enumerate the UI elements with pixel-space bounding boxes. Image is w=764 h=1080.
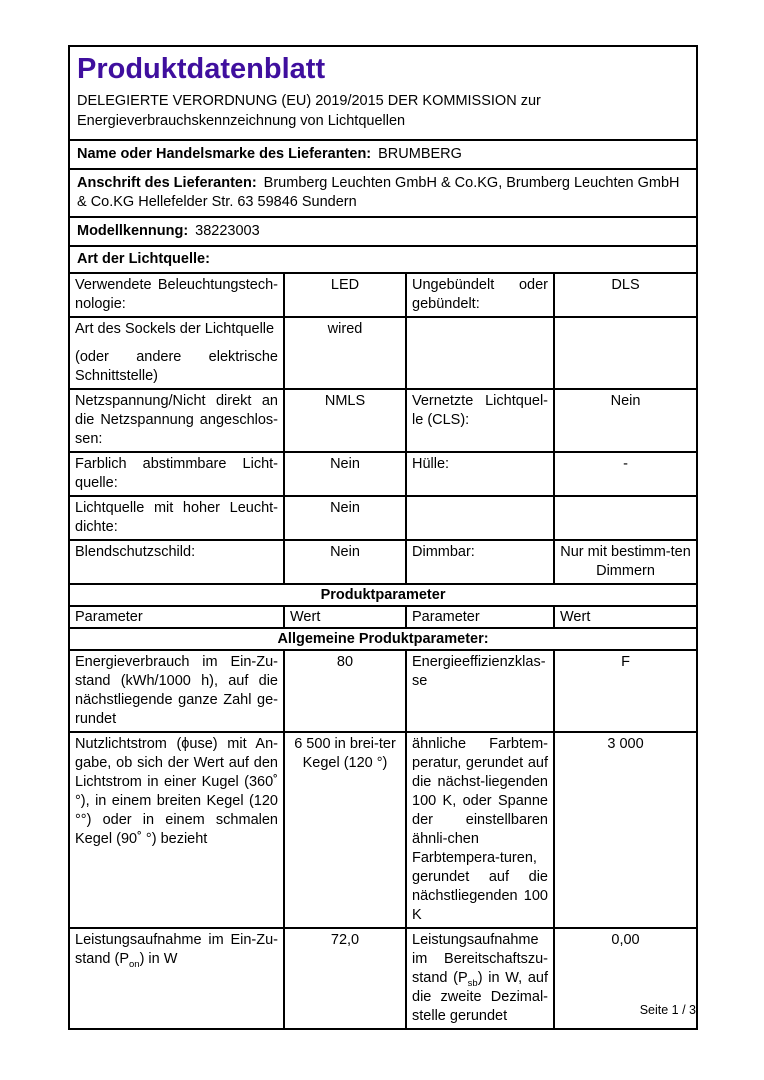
general-parameters-banner-row (69, 628, 697, 650)
param-label-cell: Verwendete Beleuchtungstech-nologie: (69, 273, 284, 317)
param-label-cell: Energieeffizienzklas-se (406, 650, 554, 732)
param-value-cell: Nein (284, 452, 406, 496)
param-label-cell (406, 496, 554, 540)
model-id-label: Modellkennung: (77, 223, 189, 239)
param-label-cell: Hülle: (406, 452, 554, 496)
param-label-cell: Energieverbrauch im Ein-Zu-stand (kWh/1000 h), auf die nächstliegende ganze Zahl ge-rundet (69, 650, 284, 732)
power-standby-label-post: ) in W, auf die zweite Dezimal-stelle gerundet (412, 970, 548, 1024)
param-label-cell: Blendschutzschild: (69, 540, 284, 584)
param-label-cell: Ungebündelt oder gebündelt: (406, 273, 554, 317)
column-header: Parameter (406, 606, 554, 628)
model-id-row (69, 217, 697, 246)
power-standby-label-pre: Leistungsaufnahme im Bereitschaftszu-stand (P (412, 932, 548, 986)
table-row (69, 540, 697, 584)
regulation-subtitle: DELEGIERTE VERORDNUNG (EU) 2019/2015 DER KOMMISSION zur Energieverbrauchskennzeichnung von Lichtquellen (77, 93, 541, 129)
supplier-address-row (69, 169, 697, 217)
param-value-cell: 80 (284, 650, 406, 732)
table-row (69, 496, 697, 540)
column-header: Wert (284, 606, 406, 628)
param-value-cell: wired (284, 317, 406, 389)
product-datasheet (68, 45, 696, 1030)
power-on-label-pre: Leistungsaufnahme im Ein-Zu-stand (P (75, 932, 278, 967)
supplier-name-value: BRUMBERG (378, 146, 462, 162)
param-label-cell: Farblich abstimmbare Licht-quelle: (69, 452, 284, 496)
supplier-address-cell (69, 169, 697, 217)
general-parameters-title: Allgemeine Produktparameter: (69, 628, 697, 650)
power-on-subscript: on (129, 958, 140, 970)
param-label-cell: Vernetzte Lichtquel-le (CLS): (406, 389, 554, 452)
param-value-cell (554, 496, 697, 540)
param-label-cell (406, 928, 554, 1029)
power-on-label-post: ) in W (139, 951, 178, 967)
socket-type-line1: Art des Sockels der Lichtquelle (75, 321, 275, 337)
param-label-cell: ähnliche Farbtem-peratur, gerundet auf die nächst-liegenden 100 K, oder Spanne der einstellbaren ähnli-chen Farbtempera-turen, gerundet auf die nächstliegenden 100 K (406, 732, 554, 928)
param-value-cell: NMLS (284, 389, 406, 452)
column-header-row (69, 606, 697, 628)
header-cell (69, 46, 697, 140)
table-row (69, 389, 697, 452)
param-value-cell: Nein (284, 496, 406, 540)
param-label-cell: Nutzlichtstrom (ϕuse) mit An-gabe, ob sich der Wert auf den Lichtstrom in einer Kugel (360˚ °), in einem breiten Kegel (120 °°) oder in einem schmalen Kegel (90˚ °) bezieht (69, 732, 284, 928)
param-value-cell: 6 500 in brei-ter Kegel (120 °) (284, 732, 406, 928)
param-value-cell: - (554, 452, 697, 496)
param-label-cell: Lichtquelle mit hoher Leucht-dichte: (69, 496, 284, 540)
table-row (69, 650, 697, 732)
param-value-cell (554, 317, 697, 389)
param-value-cell: Nur mit bestimm-ten Dimmern (554, 540, 697, 584)
light-source-section-title: Art der Lichtquelle: (69, 246, 697, 273)
param-value-cell: 0,00 (554, 928, 697, 1029)
socket-type-line2: (oder andere elektrische Schnittstelle) (75, 349, 278, 384)
table-row (69, 928, 697, 1029)
page-title: Produktdatenblatt (77, 53, 326, 85)
param-label-cell (69, 928, 284, 1029)
datasheet-table (68, 45, 698, 1030)
param-value-cell: F (554, 650, 697, 732)
param-value-cell: DLS (554, 273, 697, 317)
param-label-cell (406, 317, 554, 389)
param-value-cell: LED (284, 273, 406, 317)
table-row (69, 317, 697, 389)
table-row (69, 732, 697, 928)
supplier-name-row (69, 140, 697, 169)
supplier-name-label: Name oder Handelsmarke des Lieferanten: (77, 146, 372, 162)
model-id-cell (69, 217, 697, 246)
power-standby-subscript: sb (467, 977, 478, 989)
param-value-cell: 3 000 (554, 732, 697, 928)
param-value-cell: Nein (284, 540, 406, 584)
column-header: Wert (554, 606, 697, 628)
supplier-address-label: Anschrift des Lieferanten: (77, 175, 257, 191)
light-source-section-row (69, 246, 697, 273)
product-parameters-banner-row (69, 584, 697, 606)
param-value-cell: Nein (554, 389, 697, 452)
header-row (69, 46, 697, 140)
supplier-address-value: Brumberg Leuchten GmbH & Co.KG, Brumberg Leuchten GmbH & Co.KG Hellefelder Str. 63 59846 Sundern (77, 175, 680, 210)
model-id-value: 38223003 (195, 223, 260, 239)
param-label-cell: Dimmbar: (406, 540, 554, 584)
table-row (69, 273, 697, 317)
param-label-cell (69, 317, 284, 389)
product-parameters-title: Produktparameter (69, 584, 697, 606)
column-header: Parameter (69, 606, 284, 628)
page-number: Seite 1 / 3 (639, 1003, 696, 1017)
supplier-name-cell (69, 140, 697, 169)
param-value-cell: 72,0 (284, 928, 406, 1029)
table-row (69, 452, 697, 496)
param-label-cell: Netzspannung/Nicht direkt an die Netzspannung angeschlos-sen: (69, 389, 284, 452)
